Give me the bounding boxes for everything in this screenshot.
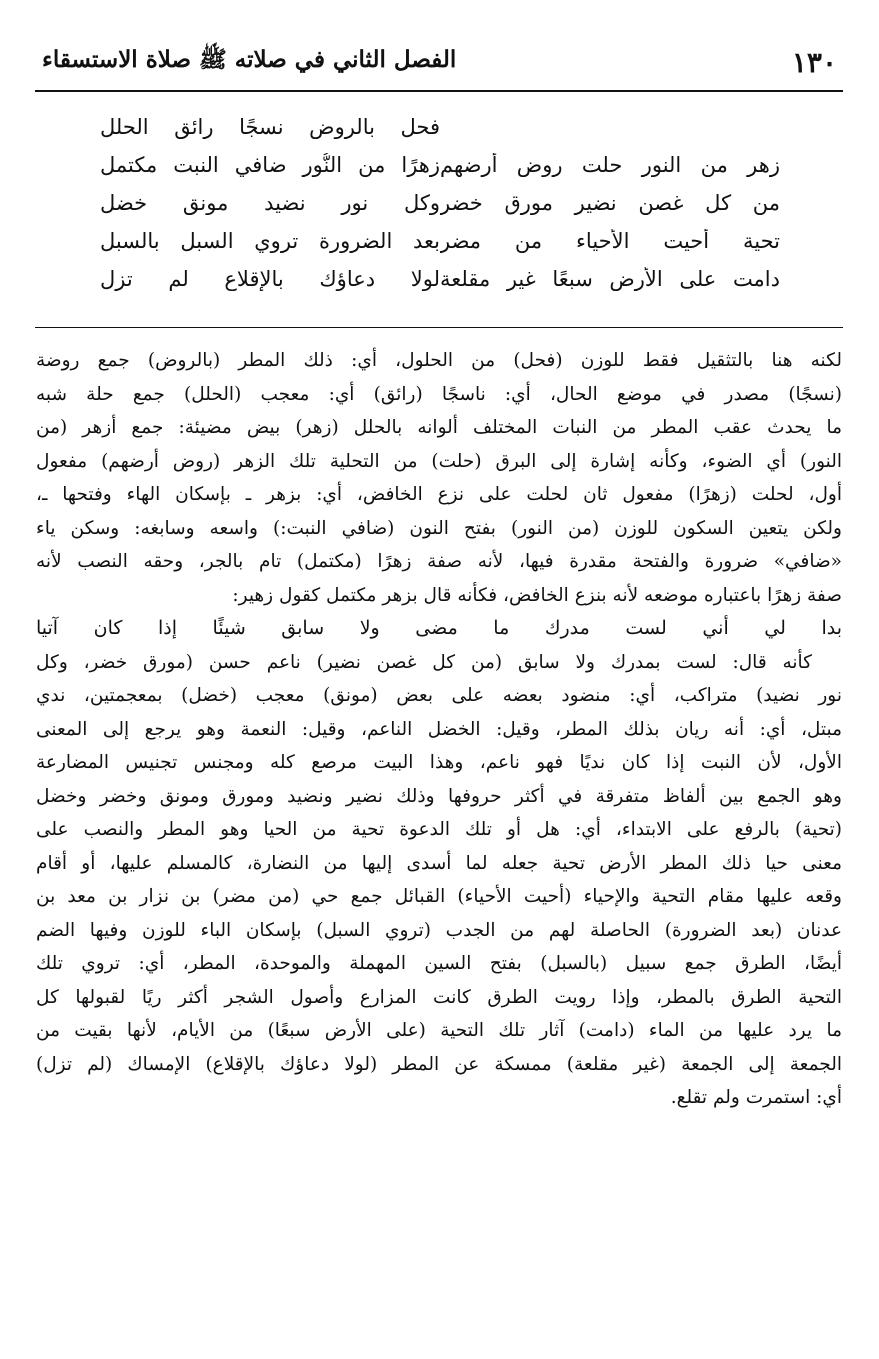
running-title: الفصل الثاني في صلاته ﷺ صلاة الاستسقاء xyxy=(42,46,457,73)
commentary-line: مبتل، أي: أنه ريان بذلك المطر، وقيل: الخضل الناعم، وقيل: النعمة وهو يرجع إلى المعنى xyxy=(36,718,842,740)
commentary-line: ما يحدث عقب المطر من النبات المختلف ألوانه بالحلل (زهر) بيض مضيئة: جمع أزهر (من xyxy=(36,417,842,438)
hemistich-second: لولا دعاؤك بالإقلاع لم تزل xyxy=(100,267,440,291)
commentary-line: أيضًا، الطرق جمع سبيل (بالسبل) بفتح السين المهملة والموحدة، المطر، أي: تروي تلك xyxy=(36,953,842,974)
page-number: ١٣٠ xyxy=(791,45,837,79)
commentary-line: أول، لحلت (زهرًا) مفعول ثان لحلت على نزع الخافض، أي: بزهر ـ بإسكان الهاء وفتحها ـ، xyxy=(36,484,842,505)
hemistich-second: بعد الضرورة تروي السبل بالسبل xyxy=(100,229,440,253)
commentary-line: معنى حيا ذلك المطر الأرض تحية جعله لما أسدى إليها من النضارة، كالمسلم عليها، أو أقام xyxy=(36,852,842,874)
hemistich-first: دامت على الأرض سبعًا غير مقلعة xyxy=(440,267,780,291)
commentary-line: ولكن يتعين السكون للوزن (من النور) بفتح النون (ضافي النبت:) واسعه وسابغه: وسكن ياء xyxy=(36,517,842,539)
quoted-verse-line: بدا لي أني لست مدرك ما مضى ولا سابق شيئًا إذا كان آتيا xyxy=(36,617,842,639)
verse xyxy=(80,260,780,298)
commentary-line: عدنان (بعد الضرورة) الحاصلة لهم من الجدب (تروي السبل) بإسكان الباء للوزن وفيها الضم xyxy=(36,919,842,941)
commentary-line: وهو الجمع بين ألفاظ متفرقة في أكثر حروفها وذلك نضير ونضيد ومورق ومونق وخضر وخضل xyxy=(36,785,842,807)
commentary-line: (تحية) بالرفع على الابتداء، أي: هل أو تلك الدعوة تحية من الحيا وهو المطر والنصب على xyxy=(36,819,842,840)
commentary-text xyxy=(36,344,842,1115)
verse xyxy=(80,108,780,146)
verse xyxy=(80,184,780,222)
commentary-line: النور) أي الضوء، وكأنه إشارة إلى البرق (حلت) من التحلية تلك الزهر (روض أرضهم) مفعول xyxy=(36,450,842,472)
commentary-line: أي: استمرت ولم تقلع. xyxy=(670,1087,842,1108)
commentary-line: التحية الطرق بالمطر، وإذا رويت الطرق كانت المزارع وأصول الشجر أكثر ريًا لقبولها كل xyxy=(36,986,842,1008)
commentary-line: وقعه عليها مقام التحية والإحياء (أحيت الأحياء) القبائل جمع حي (من مضر) بن نزار بن معد بن xyxy=(36,886,842,907)
hemistich-first: من كل غصن نضير مورق خضر xyxy=(440,191,780,215)
commentary-line: الجمعة إلى الجمعة (غير مقلعة) ممسكة عن المطر (لولا دعاؤك بالإقلاع) الإمساك (لم تزل) xyxy=(36,1053,842,1075)
commentary-line: «ضافي» ضرورة والفتحة مقدرة فيها، لأنه صفة زهرًا (مكتمل) تام بالجر، وحقه النصب لأنه xyxy=(36,551,842,572)
commentary-line: ما يرد عليها من الماء (دامت) آثار تلك التحية (على الأرض سبعًا) من الأيام، لأنها بقيت من xyxy=(36,1020,842,1041)
poem-block xyxy=(80,108,780,298)
commentary-line: لكنه هنا بالتثقيل فقط للوزن (فحل) من الحلول، أي: ذلك المطر (بالروض) جمع روضة xyxy=(36,350,842,371)
hemistich-first: تحية أحيت الأحياء من مضر xyxy=(440,229,780,253)
header-rule xyxy=(35,90,843,92)
page-header xyxy=(42,40,837,84)
hemistich-second: وكل نور نضيد مونق خضل xyxy=(100,191,440,215)
commentary-line: (نسجًا) مصدر في موضع الحال، أي: ناسجًا (رائق) أي: معجب (الحلل) جمع حلة شبه xyxy=(36,383,842,405)
verse xyxy=(80,146,780,184)
commentary-line: نور نضيد) متراكب، أي: منضود بعضه على بعض (مونق) معجب (خضل) بمعجمتين، ندي xyxy=(36,685,842,706)
section-rule xyxy=(35,327,843,328)
hemistich-second: زهرًا من النُّور ضافي النبت مكتمل xyxy=(100,153,440,177)
hemistich-second: فحل بالروض نسجًا رائق الحلل xyxy=(100,115,440,139)
commentary-line: صفة زهرًا باعتباره موضعه لأنه بنزع الخافض، فكأنه قال بزهر مكتمل كقول زهير: xyxy=(232,584,842,606)
verse xyxy=(80,222,780,260)
commentary-line: كأنه قال: لست بمدرك ولا سابق (من كل غصن نضير) ناعم حسن (مورق خضر، وكل xyxy=(36,651,812,673)
hemistich-first: زهر من النور حلت روض أرضهم xyxy=(440,153,780,177)
commentary-line: الأول، لأن النبت إذا كان نديًا فهو ناعم، وهذا البيت مرصع كله ومجنس تجنيس المضارعة xyxy=(36,752,842,773)
